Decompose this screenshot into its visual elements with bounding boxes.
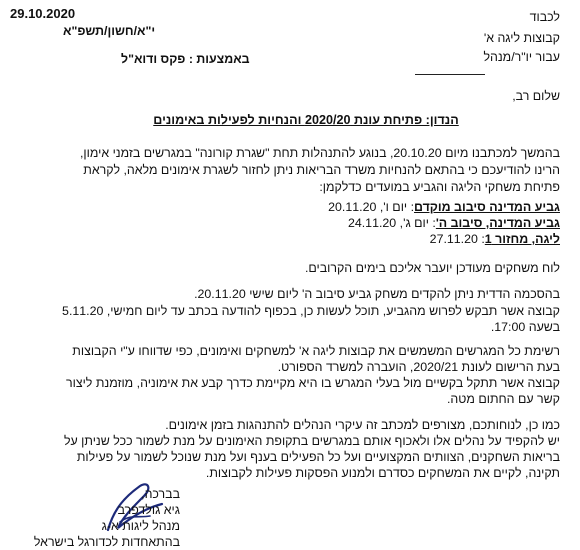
paragraph-2-line: קבוצה אשר תבקש לפרוש מהגביע, תוכל לעשות כן, בכפוף להודעה בכתב עד ליום חמישי, 5.11.20 — [62, 304, 560, 318]
paragraph-3-line: קבוצה אשר תתקל בקשיים מול בעלי המגרש בו היא מקיימת כדרך קבע את אימוניה, מוזמנת ליצור — [66, 376, 560, 390]
schedule-item-label: ליגה, מחזור 1 — [484, 232, 560, 246]
paragraph-3-line: רשימת כל המגרשים המשמשים את קבוצות ליגה א' למשחקים ואימונים, כפי שדווחו ע"י הקבוצות — [72, 344, 560, 358]
schedule-item — [348, 216, 560, 231]
paragraph-1-line: הרינו להודיעכם כי בהתאם להנחיות משרד הבריאות ניתן לחזור לשגרת אימונים מלאה, לקראת — [83, 163, 560, 177]
schedule-item-value: : יום ו', 20.11.20 — [328, 200, 415, 214]
paragraph-1-line: בהמשך למכתבנו מיום 20.10.20, בנוגע להתנהלות תחת "שגרת קורונה" במגרשים בזמני אימון, — [79, 146, 560, 160]
schedule-item-label: גביע המדינה, סיבוב ה' — [435, 216, 560, 230]
attention-line: עבור יו"ר/מנהל — [483, 50, 560, 64]
schedule-item-label: גביע המדינה סיבוב מוקדם — [414, 200, 560, 214]
greeting: שלום רב, — [512, 89, 560, 103]
recipients: קבוצות ליגה א' — [483, 31, 560, 45]
schedule-item — [328, 200, 560, 215]
paragraph-4-line: בריאות השחקנים, הצוותים המקצועיים ועל כל הפעילים בענף ועל מנת שנוכל לשמור על פעילות — [76, 450, 560, 464]
signer-title: מנהל ליגות א-ג — [101, 519, 180, 533]
paragraph-4-line: יש להקפיד על נהלים אלו ולאכוף אותם במגרשים בתקופת האימונים על מנת לשמור ככל שניתן על — [63, 434, 560, 448]
schedule-item — [430, 232, 560, 247]
paragraph-2-line: בשעה 17:00. — [490, 320, 560, 334]
paragraph-4-line: כמו כן, לנוחותכם, מצורפים למכתב זה עיקרי הנהלים להתנהגות בזמן אימונים. — [165, 418, 560, 432]
signer-organization: בהתאחדות לכדורגל בישראל — [33, 535, 180, 549]
schedule-note: לוח משחקים מעודכן יועבר אליכם בימים הקרובים. — [304, 261, 560, 275]
paragraph-3-line: קשר עם החתום מטה. — [446, 392, 560, 406]
paragraph-3-line: בעת הרישום לעונת 2020/21, הועברה למשרד הספורט. — [277, 360, 560, 374]
paragraph-2-line: בהסכמה הדדית ניתן להקדים משחק גביע סיבוב ה' ליום שישי 20.11.20. — [194, 287, 560, 301]
header-underline — [415, 74, 485, 75]
closing-regards: בברכה, — [141, 487, 180, 501]
schedule-item-value: : יום ג', 24.11.20 — [347, 216, 436, 230]
schedule-item-value: : 27.11.20 — [429, 232, 485, 246]
paragraph-1-line: פתיחת משחקי הליגה והגביע במועדים כדלקמן: — [319, 180, 560, 194]
date-gregorian: 29.10.2020 — [10, 6, 76, 21]
date-hebrew: י"א/חשון/תשפ"א — [63, 24, 156, 38]
signer-name: גיא גולדפרב — [117, 503, 180, 517]
via-line: באמצעות : פקס ודוא"ל — [121, 52, 250, 66]
paragraph-4-line: תקינה, לקיים את המשחקים כסדרם ולמנוע הפסקות פעילות לקבוצות. — [205, 466, 560, 480]
to-label: לכבוד — [529, 10, 560, 24]
subject-line: הנדון: פתיחת עונת 2020/20 והנחיות לפעילות באימונים — [153, 113, 459, 127]
